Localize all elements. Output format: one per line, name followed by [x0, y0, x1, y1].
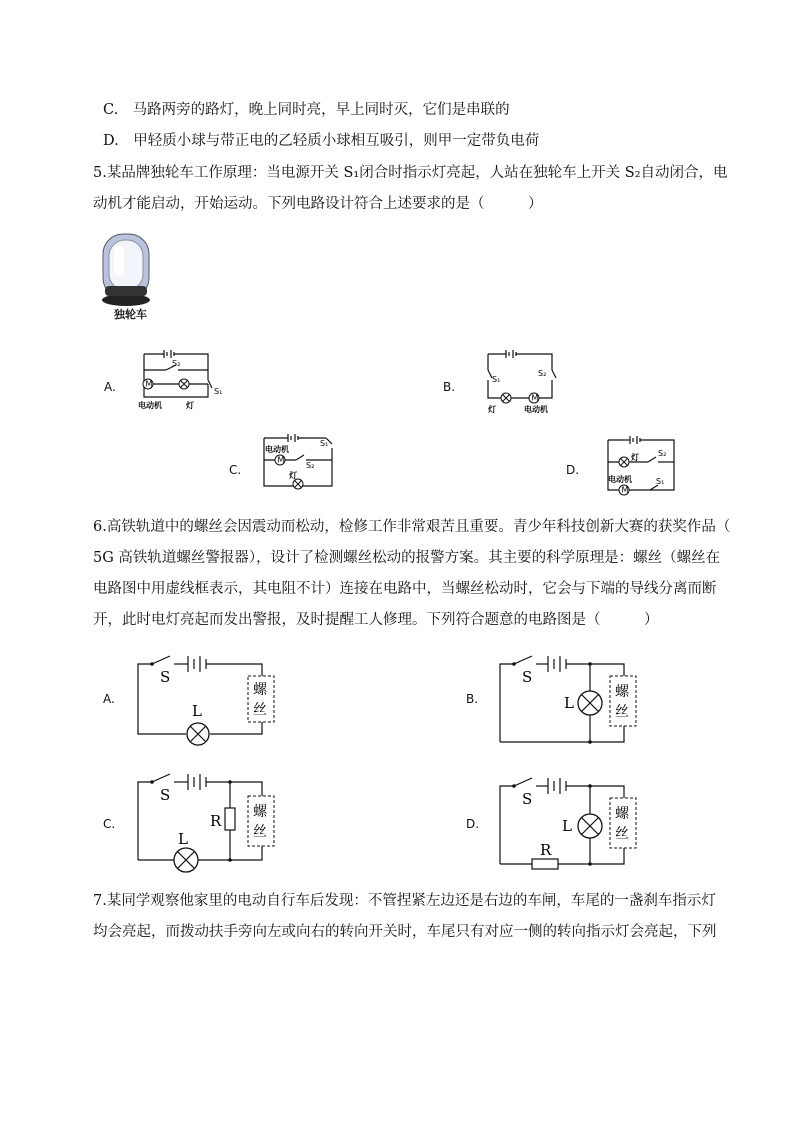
q5-circuit-b: [482, 342, 562, 422]
unicycle-image: [100, 228, 160, 310]
q6-d-switch-label: S: [522, 790, 533, 808]
q5-b-lamp-label: 灯: [488, 405, 496, 414]
q6-c-lamp-label: L: [178, 830, 188, 848]
q6-b-screw-bottom: 丝: [615, 704, 629, 720]
q6-circuit-d: [492, 770, 652, 874]
q6-d-screw-top: 螺: [615, 806, 629, 822]
q5-circuit-a: [136, 342, 236, 420]
q5-label-d: D.: [566, 463, 580, 477]
q5-c-motor-label: 电动机: [265, 445, 289, 454]
q5-b-s1: S₁: [492, 375, 501, 384]
q6-circuit-c: [130, 770, 290, 874]
q5-b-motor-label: 电动机: [524, 405, 548, 414]
q6-a-switch-label: S: [160, 668, 171, 686]
q5-d-motor-symbol: M: [621, 485, 629, 495]
q6-b-lamp-label: L: [564, 694, 574, 712]
q5-c-motor-symbol: M: [277, 455, 285, 465]
q6-label-d: D.: [466, 817, 480, 831]
q5-stem-line2: 动机才能启动，开始运动。下列电路设计符合上述要求的是（ ）: [93, 196, 543, 212]
q6-stem-line3: 电路图中用虚线框表示，其电阻不计）连接在电路中，当螺丝松动时，它会与下端的导线分离而断: [93, 581, 717, 597]
q6-c-resistor-label: R: [210, 812, 222, 830]
q6-label-a: A.: [103, 692, 115, 706]
q5-b-motor-symbol: M: [531, 393, 539, 403]
q5-a-motor-label: 电动机: [138, 401, 162, 410]
q6-stem-line2: 5G 高铁轨道螺丝警报器），设计了检测螺丝松动的报警方案。其主要的科学原理是：螺丝（螺丝在: [93, 550, 721, 566]
q6-label-c: C.: [103, 817, 116, 831]
q6-c-switch-label: S: [160, 786, 171, 804]
q6-stem-line1: 6.高铁轨道中的螺丝会因震动而松动，检修工作非常艰苦且重要。青少年科技创新大赛的获奖作品（: [93, 519, 731, 535]
q6-a-screw-bottom: 丝: [253, 702, 267, 718]
q7-stem-line2: 均会亮起，而拨动扶手旁向左或向右的转向开关时，车尾只有对应一侧的转向指示灯会亮起，下列: [93, 924, 717, 940]
q6-c-screw-bottom: 丝: [253, 824, 267, 840]
q6-stem-line4: 开，此时电灯亮起而发出警报，及时提醒工人修理。下列符合题意的电路图是（ ）: [93, 612, 659, 628]
q6-a-lamp-label: L: [192, 702, 202, 720]
q5-c-s2: S₂: [306, 461, 315, 470]
q6-b-screw-top: 螺: [615, 684, 629, 700]
q4-option-d: D. 甲轻质小球与带正电的乙轻质小球相互吸引，则甲一定带负电荷: [103, 133, 540, 149]
q5-label-b: B.: [443, 380, 456, 394]
q5-circuit-d: [604, 432, 680, 496]
q5-d-s2: S₂: [658, 449, 667, 458]
q5-b-s2: S₂: [538, 369, 547, 378]
q6-circuit-a: [130, 648, 290, 748]
q5-c-s1: S₁: [320, 439, 329, 448]
q5-stem-line1: 5.某品牌独轮车工作原理：当电源开关 S₁闭合时指示灯亮起，人站在独轮车上开关 S₂自动闭合，电: [93, 165, 728, 181]
q6-d-resistor-label: R: [540, 841, 552, 859]
q5-d-motor-label: 电动机: [608, 475, 632, 484]
q5-label-c: C.: [229, 463, 242, 477]
q6-c-screw-top: 螺: [253, 804, 267, 820]
q5-circuit-c: [260, 430, 344, 492]
q6-d-screw-bottom: 丝: [615, 826, 629, 842]
q5-c-lamp-label: 灯: [289, 471, 297, 480]
q5-d-lamp-label: 灯: [631, 453, 639, 462]
q5-a-s2: S₂: [172, 359, 181, 368]
q5-a-lamp-label: 灯: [186, 401, 194, 410]
q6-d-lamp-label: L: [562, 817, 572, 835]
q6-circuit-b: [492, 648, 652, 748]
q5-a-s1: S₁: [214, 387, 223, 396]
q5-d-s1: S₁: [656, 477, 665, 486]
q7-stem-line1: 7.某同学观察他家里的电动自行车后发现：不管捏紧左边还是右边的车闸，车尾的一盏刹车指示灯: [93, 893, 716, 909]
q6-a-screw-top: 螺: [253, 682, 267, 698]
q5-label-a: A.: [104, 380, 116, 394]
q6-b-switch-label: S: [522, 668, 533, 686]
q5-a-motor-symbol: M: [145, 379, 153, 389]
q4-option-c: C. 马路两旁的路灯，晚上同时亮，早上同时灭，它们是串联的: [103, 102, 510, 118]
unicycle-caption: 独轮车: [114, 308, 147, 321]
q6-label-b: B.: [466, 692, 479, 706]
